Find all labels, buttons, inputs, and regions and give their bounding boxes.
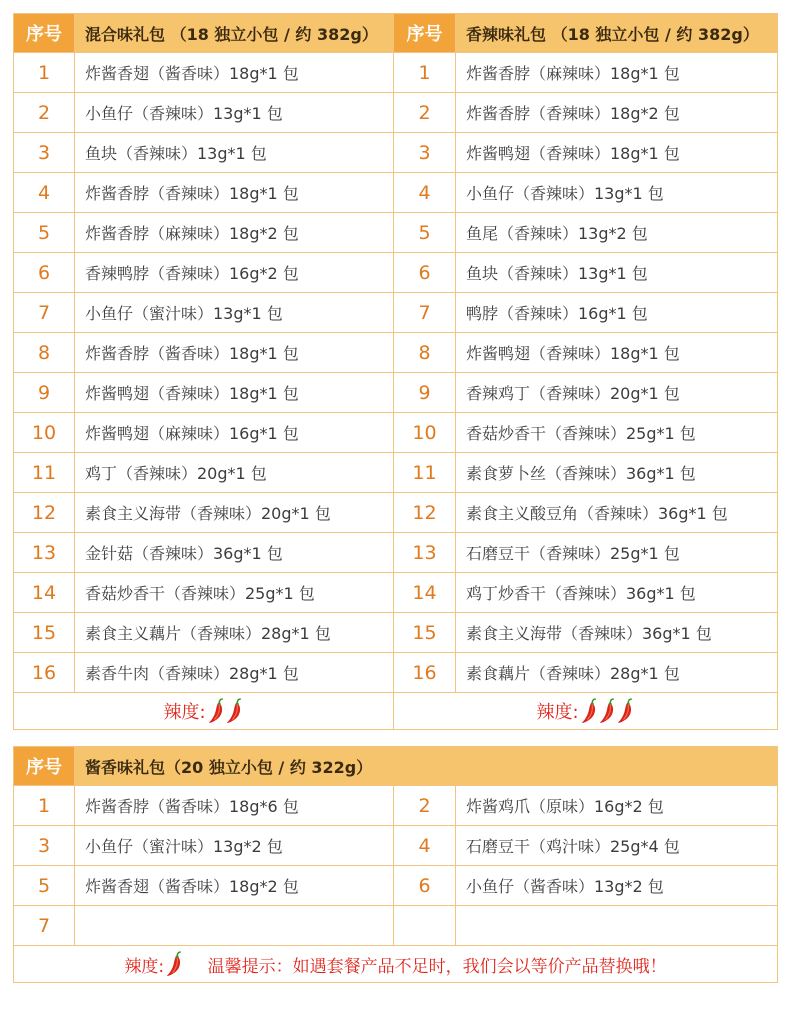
- row-number: 5: [14, 866, 75, 906]
- row-number: 12: [394, 493, 456, 533]
- gift-pack-table-1: [13, 13, 778, 730]
- row-number: 13: [14, 533, 75, 573]
- spice-label: 辣度:: [124, 956, 165, 977]
- chili-rating: [208, 696, 244, 726]
- chili-pepper-icon: [226, 696, 244, 726]
- row-number: 4: [394, 173, 456, 213]
- sauce-pack-item: 炸酱香翅（酱香味）18g*2 包: [75, 866, 394, 906]
- sauce-pack-item: [456, 906, 778, 946]
- mixed-pack-item: 炸酱鸭翅（香辣味）18g*1 包: [75, 373, 394, 413]
- row-number: 13: [394, 533, 456, 573]
- row-number: 8: [14, 333, 75, 373]
- gift-pack-table-2: [13, 746, 778, 983]
- mixed-pack-item: 素香牛肉（香辣味）28g*1 包: [75, 653, 394, 693]
- mixed-pack-item: 炸酱鸭翅（麻辣味）16g*1 包: [75, 413, 394, 453]
- mixed-pack-item: 素食主义海带（香辣味）20g*1 包: [75, 493, 394, 533]
- mixed-pack-item: 鱼块（香辣味）13g*1 包: [75, 133, 394, 173]
- spicy-flavor-pack-title: 香辣味礼包 （18 独立小包 / 约 382g）: [456, 14, 778, 53]
- row-number: 7: [14, 293, 75, 333]
- row-number: 14: [394, 573, 456, 613]
- table-row: [14, 573, 778, 613]
- table-row: [14, 906, 778, 946]
- table-row: [14, 173, 778, 213]
- row-number: 3: [14, 826, 75, 866]
- spicy-pack-item: 鱼尾（香辣味）13g*2 包: [456, 213, 778, 253]
- chili-pepper-icon: [617, 696, 635, 726]
- column-header-number: 序号: [394, 14, 456, 53]
- mixed-flavor-pack-title: 混合味礼包 （18 独立小包 / 约 382g）: [75, 14, 394, 53]
- sauce-pack-item: 石磨豆干（鸡汁味）25g*4 包: [456, 826, 778, 866]
- row-number: 1: [14, 53, 75, 93]
- table-row: [14, 93, 778, 133]
- table-row: [14, 533, 778, 573]
- spicy-pack-item: 素食主义酸豆角（香辣味）36g*1 包: [456, 493, 778, 533]
- table-header-row: [14, 747, 778, 786]
- row-number: [394, 906, 456, 946]
- row-number: 1: [394, 53, 456, 93]
- table-row: [14, 653, 778, 693]
- chili-pepper-icon: [208, 696, 226, 726]
- row-number: 5: [14, 213, 75, 253]
- spicy-pack-item: 素食藕片（香辣味）28g*1 包: [456, 653, 778, 693]
- table-row: [14, 293, 778, 333]
- table-row: [14, 253, 778, 293]
- row-number: 6: [394, 866, 456, 906]
- spicy-pack-item: 鸭脖（香辣味）16g*1 包: [456, 293, 778, 333]
- table-row: [14, 373, 778, 413]
- substitution-notice: 温馨提示：如遇套餐产品不足时，我们会以等价产品替换哦！: [207, 956, 667, 977]
- row-number: 6: [14, 253, 75, 293]
- spicy-pack-item: 石磨豆干（香辣味）25g*1 包: [456, 533, 778, 573]
- row-number: 8: [394, 333, 456, 373]
- table-row: [14, 866, 778, 906]
- row-number: 7: [14, 906, 75, 946]
- chili-pepper-icon: [166, 949, 184, 979]
- mixed-pack-item: 小鱼仔（蜜汁味）13g*1 包: [75, 293, 394, 333]
- chili-rating: [166, 949, 184, 979]
- mixed-pack-item: 素食主义藕片（香辣味）28g*1 包: [75, 613, 394, 653]
- table-row: [14, 133, 778, 173]
- spicy-pack-item: 素食主义海带（香辣味）36g*1 包: [456, 613, 778, 653]
- row-number: 15: [394, 613, 456, 653]
- spicy-spice-level: [394, 693, 778, 730]
- sauce-flavor-pack-title: 酱香味礼包（20 独立小包 / 约 322g）: [75, 747, 778, 786]
- sauce-pack-item: 炸酱香脖（酱香味）18g*6 包: [75, 786, 394, 826]
- spicy-pack-item: 炸酱香脖（香辣味）18g*2 包: [456, 93, 778, 133]
- column-header-number: 序号: [14, 14, 75, 53]
- mixed-pack-item: 金针菇（香辣味）36g*1 包: [75, 533, 394, 573]
- row-number: 2: [394, 93, 456, 133]
- row-number: 11: [394, 453, 456, 493]
- row-number: 16: [394, 653, 456, 693]
- spicy-pack-item: 炸酱鸭翅（香辣味）18g*1 包: [456, 133, 778, 173]
- mixed-pack-item: 炸酱香脖（麻辣味）18g*2 包: [75, 213, 394, 253]
- row-number: 14: [14, 573, 75, 613]
- row-number: 6: [394, 253, 456, 293]
- chili-rating: [581, 696, 635, 726]
- table-row: [14, 613, 778, 653]
- mixed-pack-item: 香辣鸭脖（香辣味）16g*2 包: [75, 253, 394, 293]
- spicy-pack-item: 香辣鸡丁（香辣味）20g*1 包: [456, 373, 778, 413]
- table-row: [14, 826, 778, 866]
- row-number: 9: [394, 373, 456, 413]
- row-number: 11: [14, 453, 75, 493]
- row-number: 9: [14, 373, 75, 413]
- table-row: [14, 413, 778, 453]
- spicy-pack-item: 素食萝卜丝（香辣味）36g*1 包: [456, 453, 778, 493]
- row-number: 4: [14, 173, 75, 213]
- row-number: 12: [14, 493, 75, 533]
- mixed-pack-item: 炸酱香翅（酱香味）18g*1 包: [75, 53, 394, 93]
- mixed-pack-item: 炸酱香脖（香辣味）18g*1 包: [75, 173, 394, 213]
- spicy-pack-item: 炸酱香脖（麻辣味）18g*1 包: [456, 53, 778, 93]
- table-row: [14, 53, 778, 93]
- mixed-pack-item: 鸡丁（香辣味）20g*1 包: [75, 453, 394, 493]
- row-number: 5: [394, 213, 456, 253]
- table-row: [14, 333, 778, 373]
- row-number: 16: [14, 653, 75, 693]
- row-number: 10: [394, 413, 456, 453]
- spicy-pack-item: 炸酱鸭翅（香辣味）18g*1 包: [456, 333, 778, 373]
- sauce-pack-item: 小鱼仔（蜜汁味）13g*2 包: [75, 826, 394, 866]
- row-number: 1: [14, 786, 75, 826]
- chili-pepper-icon: [581, 696, 599, 726]
- mixed-spice-level: [14, 693, 394, 730]
- spicy-pack-item: 鸡丁炒香干（香辣味）36g*1 包: [456, 573, 778, 613]
- row-number: 3: [394, 133, 456, 173]
- spicy-pack-item: 香菇炒香干（香辣味）25g*1 包: [456, 413, 778, 453]
- notice-row: [14, 946, 778, 983]
- table-header-row: [14, 14, 778, 53]
- spice-and-notice: [14, 946, 778, 983]
- row-number: 2: [394, 786, 456, 826]
- sauce-pack-item: 炸酱鸡爪（原味）16g*2 包: [456, 786, 778, 826]
- sauce-pack-item: 小鱼仔（酱香味）13g*2 包: [456, 866, 778, 906]
- spicy-pack-item: 鱼块（香辣味）13g*1 包: [456, 253, 778, 293]
- spice-level-row: [14, 693, 778, 730]
- table-row: [14, 786, 778, 826]
- table-row: [14, 493, 778, 533]
- row-number: 10: [14, 413, 75, 453]
- row-number: 7: [394, 293, 456, 333]
- spicy-pack-item: 小鱼仔（香辣味）13g*1 包: [456, 173, 778, 213]
- mixed-pack-item: 香菇炒香干（香辣味）25g*1 包: [75, 573, 394, 613]
- chili-pepper-icon: [599, 696, 617, 726]
- row-number: 2: [14, 93, 75, 133]
- mixed-pack-item: 炸酱香脖（酱香味）18g*1 包: [75, 333, 394, 373]
- column-header-number: 序号: [14, 747, 75, 786]
- mixed-pack-item: 小鱼仔（香辣味）13g*1 包: [75, 93, 394, 133]
- spice-label: 辣度:: [163, 702, 206, 723]
- row-number: 4: [394, 826, 456, 866]
- row-number: 15: [14, 613, 75, 653]
- table-row: [14, 453, 778, 493]
- row-number: 3: [14, 133, 75, 173]
- spice-label: 辣度:: [536, 702, 579, 723]
- sauce-pack-item: [75, 906, 394, 946]
- table-row: [14, 213, 778, 253]
